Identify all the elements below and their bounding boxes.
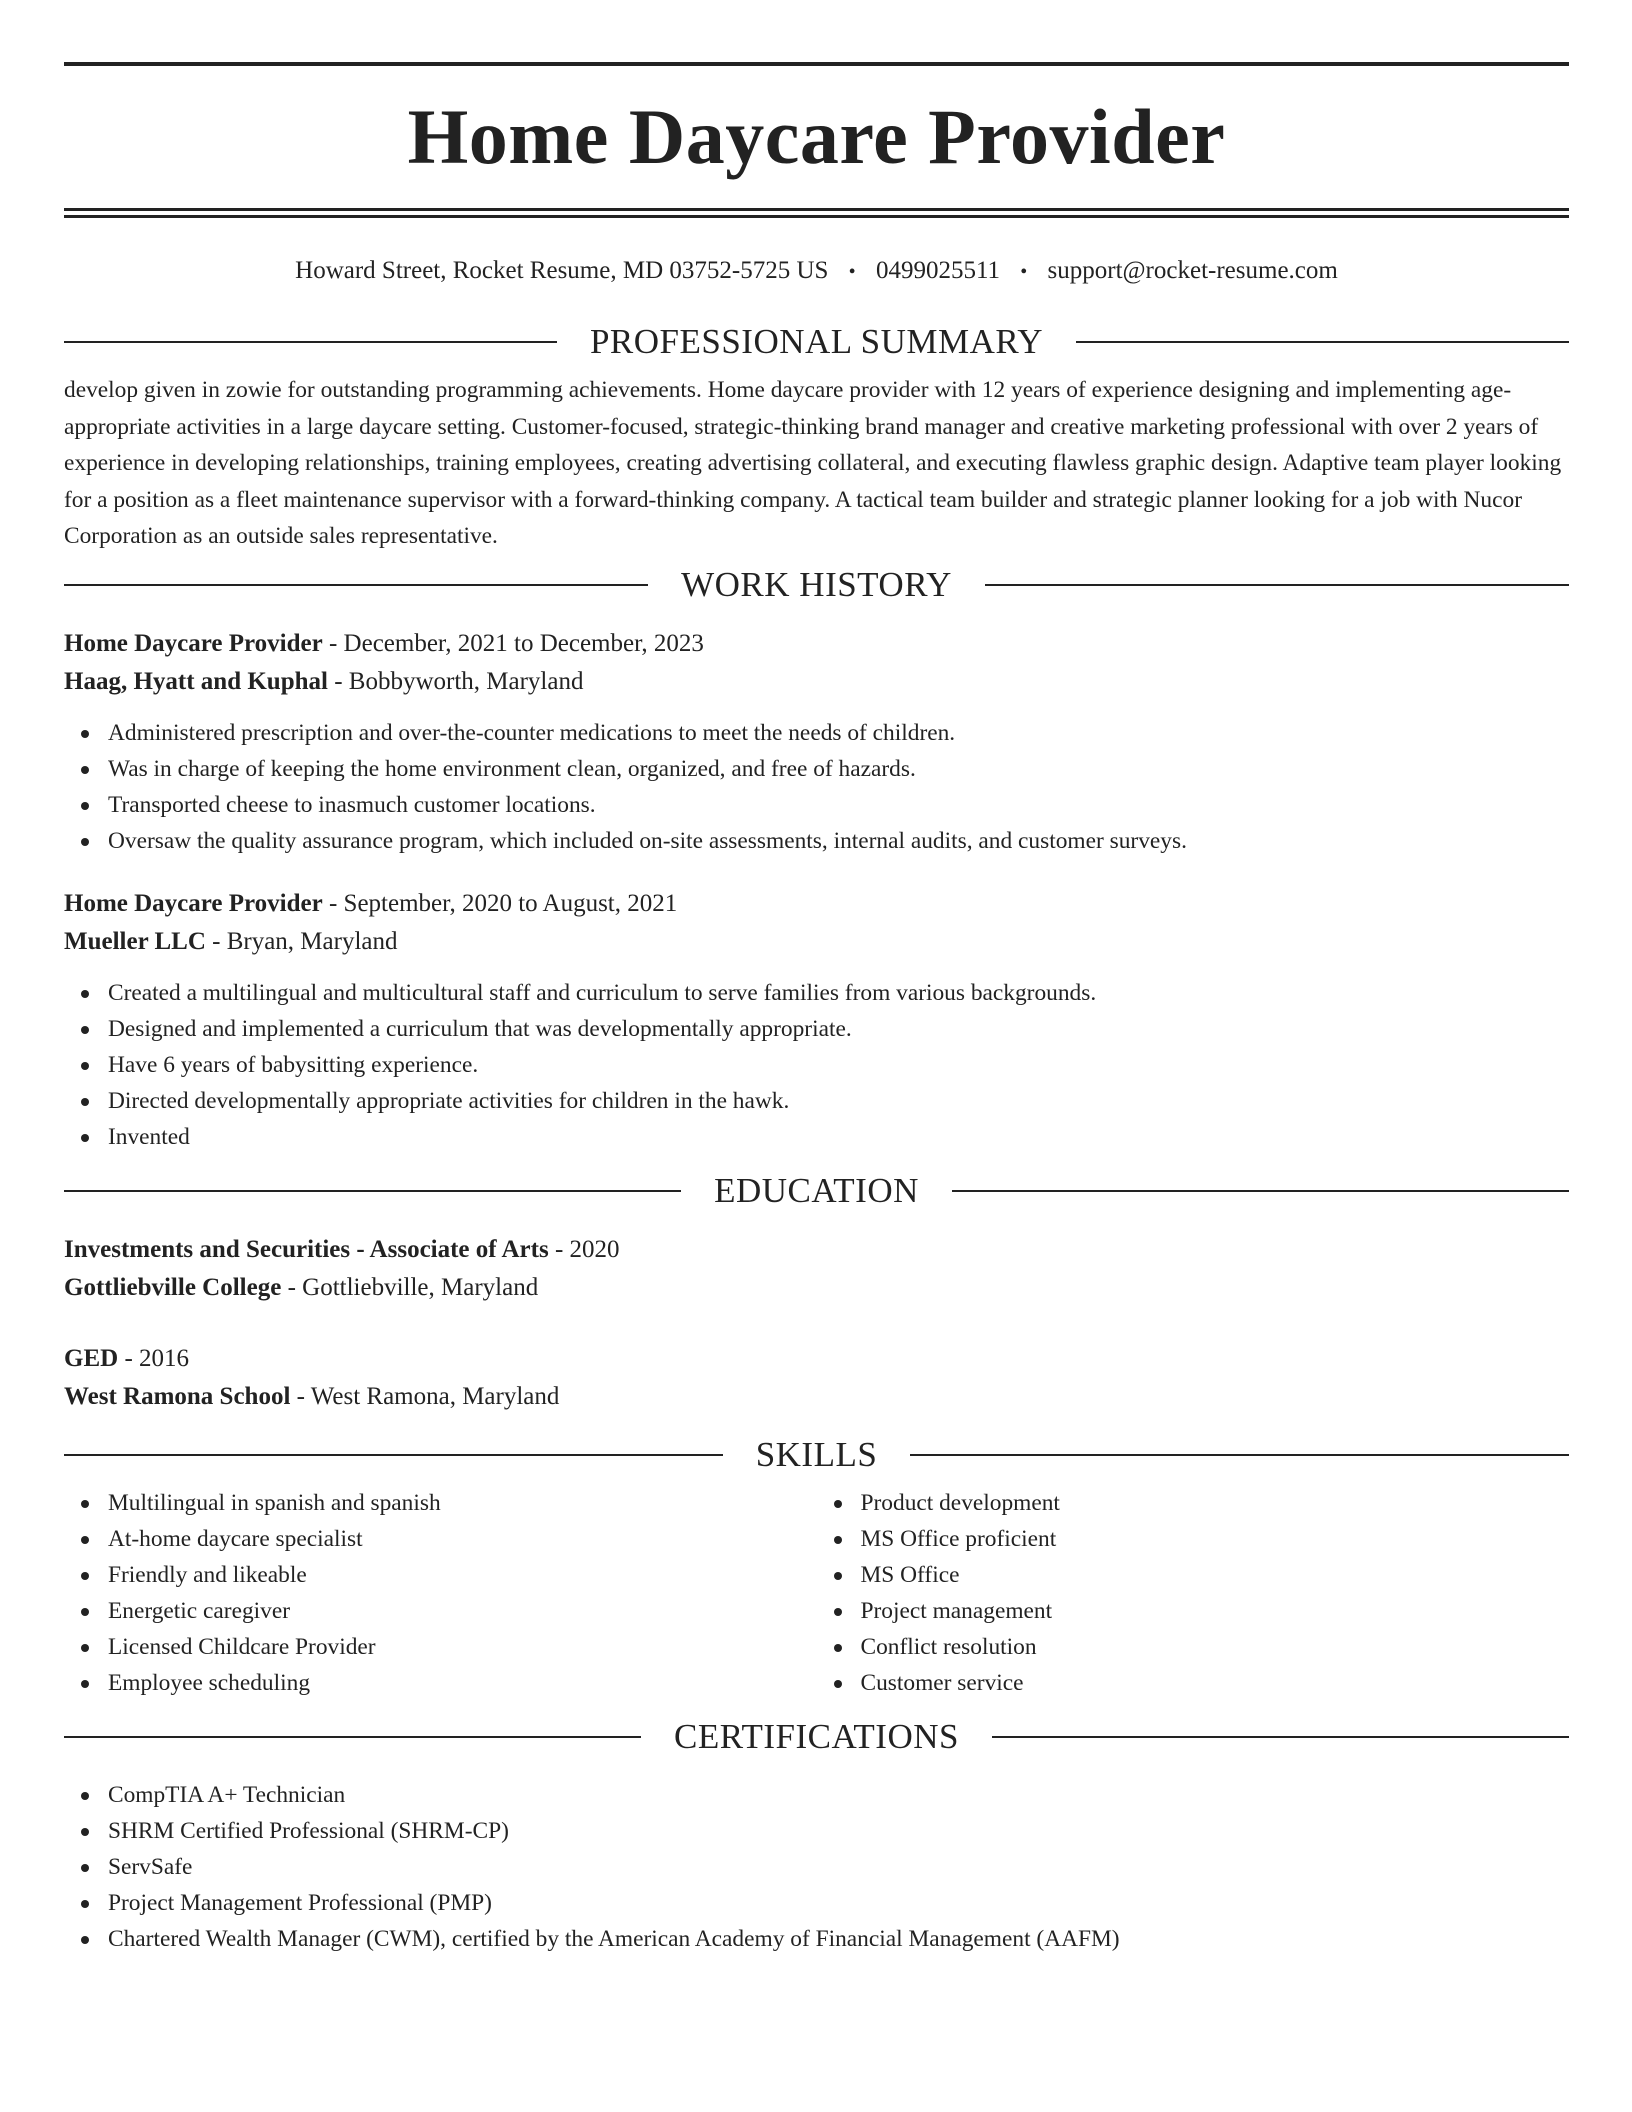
contact-separator: • (1020, 261, 1028, 283)
job-dates: - September, 2020 to August, 2021 (322, 889, 678, 917)
job-company-line (64, 663, 1569, 701)
education-entry (64, 1231, 1569, 1307)
section-heading-work-history (64, 565, 1569, 605)
job-role: Home Daycare Provider (64, 889, 323, 917)
education-year: - 2020 (548, 1235, 620, 1263)
section-title: SKILLS (755, 1434, 878, 1474)
list-item: Administered prescription and over-the-counter medications to meet the needs of children. (64, 715, 1569, 751)
divider (64, 1190, 681, 1192)
section-title: PROFESSIONAL SUMMARY (589, 322, 1044, 361)
job-company: Haag, Hyatt and Kuphal (64, 667, 328, 695)
skills-list-right (817, 1485, 1570, 1701)
section-title: CERTIFICATIONS (674, 1716, 959, 1756)
divider (910, 1454, 1569, 1456)
list-item: MS Office proficient (817, 1521, 1570, 1557)
list-item: Chartered Wealth Manager (CWM), certified by the American Academy of Financial Management (AAFM) (64, 1921, 1569, 1957)
list-item: ServSafe (64, 1849, 1569, 1885)
list-item: Multilingual in spanish and spanish (64, 1485, 817, 1521)
job-bullets (64, 975, 1569, 1155)
list-item: SHRM Certified Professional (SHRM-CP) (64, 1813, 1569, 1849)
list-item: Have 6 years of babysitting experience. (64, 1047, 1569, 1083)
list-item: Directed developmentally appropriate activities for children in the hawk. (64, 1083, 1569, 1119)
education-location: - Gottliebville, Maryland (281, 1273, 539, 1301)
education-location: - West Ramona, Maryland (290, 1382, 560, 1410)
section-heading-skills (64, 1435, 1569, 1475)
list-item: Created a multilingual and multicultural staff and curriculum to serve families from various backgrounds. (64, 975, 1569, 1011)
divider (985, 584, 1569, 586)
list-item: Invented (64, 1119, 1569, 1155)
divider (64, 1736, 641, 1738)
job-bullets (64, 715, 1569, 859)
contact-address: Howard Street, Rocket Resume, MD 03752-5725 US (295, 257, 829, 284)
divider (992, 1736, 1569, 1738)
education-degree-line (64, 1231, 1569, 1269)
divider (64, 341, 557, 343)
resume-name: Home Daycare Provider (407, 93, 1226, 180)
certifications-list (64, 1777, 1569, 1957)
list-item: Transported cheese to inasmuch customer locations. (64, 787, 1569, 823)
job-location: - Bryan, Maryland (205, 927, 398, 955)
list-item: At-home daycare specialist (64, 1521, 817, 1557)
education-school-line (64, 1269, 1569, 1307)
divider (64, 584, 648, 586)
list-item: Oversaw the quality assurance program, which included on-site assessments, internal audits, and customer surveys. (64, 823, 1569, 859)
education-year: - 2016 (118, 1344, 190, 1372)
job-entry (64, 625, 1569, 859)
section-heading-certifications (64, 1717, 1569, 1757)
job-entry (64, 885, 1569, 1155)
list-item: Project Management Professional (PMP) (64, 1885, 1569, 1921)
divider (64, 1454, 723, 1456)
education-degree: Investments and Securities - Associate of Arts (64, 1235, 549, 1263)
education-school: Gottliebville College (64, 1273, 282, 1301)
contact-phone: 0499025511 (875, 257, 1001, 284)
list-item: Friendly and likeable (64, 1557, 817, 1593)
education-school: West Ramona School (64, 1382, 291, 1410)
job-title-line (64, 625, 1569, 663)
job-company: Mueller LLC (64, 927, 206, 955)
education-entry (64, 1340, 1569, 1416)
skills-grid (64, 1485, 1569, 1701)
job-location: - Bobbyworth, Maryland (327, 667, 584, 695)
section-title: EDUCATION (714, 1170, 919, 1210)
list-item: Designed and implemented a curriculum that was developmentally appropriate. (64, 1011, 1569, 1047)
section-title: WORK HISTORY (681, 564, 952, 604)
section-heading-education (64, 1171, 1569, 1211)
job-dates: - December, 2021 to December, 2023 (322, 629, 704, 657)
list-item: Energetic caregiver (64, 1593, 817, 1629)
list-item: Was in charge of keeping the home environment clean, organized, and free of hazards. (64, 751, 1569, 787)
contact-line (64, 256, 1569, 286)
divider (952, 1190, 1569, 1192)
divider (1076, 341, 1569, 343)
summary-text: develop given in zowie for outstanding programming achievements. Home daycare provider with 12 years of experience designing and implementing age-appropriate activities in a large daycare setting. Customer-focused, strategic-thinking brand manager and creative marketing professional with over 2 years of experience in developing relationships, training employees, creating advertising collateral, and executing flawless graphic design. Adaptive team player looking for a position as a fleet maintenance supervisor with a forward-thinking company. A tactical team builder and strategic planner looking for a job with Nucor Corporation as an outside sales representative. (64, 377, 1562, 549)
contact-email: support@rocket-resume.com (1047, 257, 1338, 284)
education-school-line (64, 1378, 1569, 1416)
section-heading-summary (64, 322, 1569, 362)
list-item: Product development (817, 1485, 1570, 1521)
job-title-line (64, 885, 1569, 923)
resume-page (64, 62, 1569, 1957)
job-role: Home Daycare Provider (64, 629, 323, 657)
education-degree: GED (64, 1344, 119, 1372)
job-company-line (64, 923, 1569, 961)
contact-separator: • (848, 261, 856, 283)
list-item: MS Office (817, 1557, 1570, 1593)
education-degree-line (64, 1340, 1569, 1378)
header-double-rule (64, 208, 1569, 218)
list-item: Conflict resolution (817, 1629, 1570, 1665)
list-item: CompTIA A+ Technician (64, 1777, 1569, 1813)
skills-list-left (64, 1485, 817, 1701)
list-item: Licensed Childcare Provider (64, 1629, 817, 1665)
list-item: Project management (817, 1593, 1570, 1629)
list-item: Employee scheduling (64, 1665, 817, 1701)
list-item: Customer service (817, 1665, 1570, 1701)
